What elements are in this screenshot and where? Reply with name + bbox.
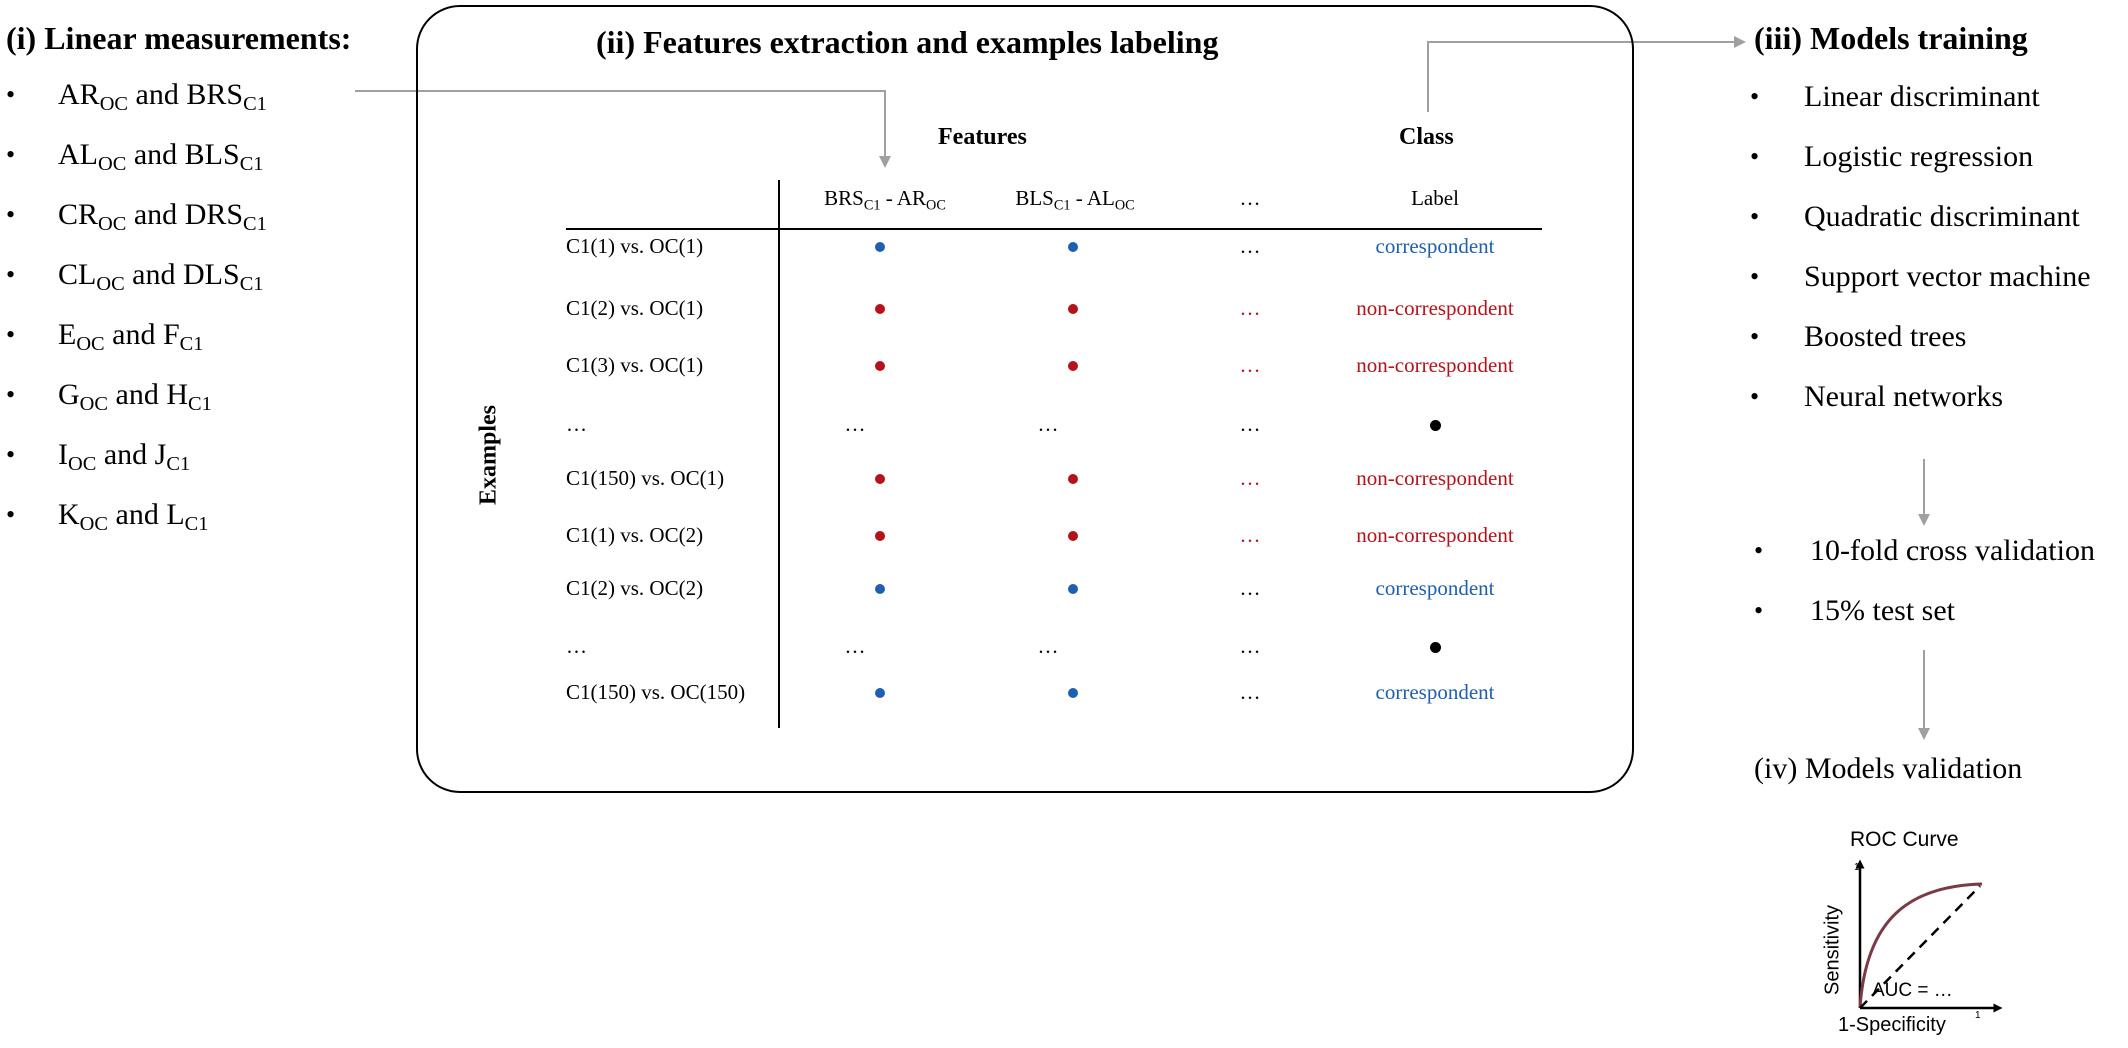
class-ellipsis-dot [1430, 420, 1441, 431]
model-item: Support vector machine [1804, 260, 2091, 293]
linear-measurement-item: $CL_{OC}$ and $DLS_{C1}$ [58, 258, 264, 296]
linear-measurements-title: (i) Linear measurements: [6, 20, 352, 56]
training-title: (iii) Models training [1754, 20, 2028, 56]
model-bullet: • [1750, 82, 1760, 111]
row-label: C1(1) vs. OC(2) [566, 523, 704, 547]
model-item: Quadratic discriminant [1804, 200, 2080, 233]
linear-measurement-item: $G_{OC}$ and $H_{C1}$ [58, 378, 212, 416]
roc-plot [1830, 858, 2010, 1018]
feature-dot-col2 [1068, 531, 1078, 541]
row-label: C1(2) vs. OC(1) [566, 296, 704, 320]
feature-dot-col2 [1068, 242, 1078, 252]
feature-dot-col1 [875, 242, 885, 252]
validation-bullet: • [1754, 596, 1764, 625]
linear-measurement-item: $I_{OC}$ and $J_{C1}$ [58, 438, 191, 476]
model-item: Boosted trees [1804, 320, 1967, 353]
feature-dot-col1 [875, 304, 885, 314]
linear-measurement-item: $CR_{OC}$ and $DRS_{C1}$ [58, 198, 267, 236]
model-item: Linear discriminant [1804, 80, 2040, 113]
row-ellipsis-col3: … [1239, 466, 1261, 490]
model-bullet: • [1750, 202, 1760, 231]
feature-dot-col2 [1068, 584, 1078, 594]
row-label: C1(1) vs. OC(1) [566, 234, 704, 258]
roc-auc-label: AUC = … [1872, 980, 1953, 1001]
row-label: C1(3) vs. OC(1) [566, 353, 704, 377]
row-label: C1(150) vs. OC(1) [566, 466, 725, 490]
class-ellipsis-dot [1430, 642, 1441, 653]
feature-dot-col1 [875, 474, 885, 484]
feature-dot-col1 [875, 361, 885, 371]
class-label: non-correspondent [1356, 466, 1514, 490]
feature-dot-col1 [875, 584, 885, 594]
feature-dot-col1 [875, 688, 885, 698]
row-ellipsis-col1: … [844, 634, 866, 658]
row-label: C1(150) vs. OC(150) [566, 680, 746, 704]
linear-measurement-item: $K_{OC}$ and $L_{C1}$ [58, 498, 209, 536]
class-label: correspondent [1375, 576, 1495, 600]
validation-bullet: • [1754, 536, 1764, 565]
col-header-label: Label [1411, 186, 1459, 210]
linear-bullet: • [6, 80, 16, 109]
model-item: Neural networks [1804, 380, 2004, 413]
model-item: Logistic regression [1804, 140, 2034, 173]
row-ellipsis-col3: … [1239, 680, 1261, 704]
model-bullet: • [1750, 382, 1760, 411]
col-header-bls-al: $BLS_{C1} - AL_{OC}$ [1015, 186, 1135, 214]
linear-measurement-item: $AL_{OC}$ and $BLS_{C1}$ [58, 138, 264, 176]
features-header: Features [938, 124, 1027, 150]
row-ellipsis-col3: … [1239, 296, 1261, 320]
linear-bullet: • [6, 320, 16, 349]
linear-bullet: • [6, 200, 16, 229]
feature-dot-col2 [1068, 361, 1078, 371]
model-bullet: • [1750, 322, 1760, 351]
roc-tick-x: 1 [1975, 1010, 1981, 1021]
validation-title: (iv) Models validation [1754, 752, 2023, 785]
model-bullet: • [1750, 262, 1760, 291]
validation-method-item: 15% test set [1810, 594, 1955, 627]
roc-xlabel: 1-Specificity [1838, 1014, 1946, 1036]
class-header: Class [1399, 124, 1454, 150]
class-label: non-correspondent [1356, 296, 1514, 320]
roc-ylabel: Sensitivity [1821, 904, 1844, 996]
row-label: … [566, 412, 587, 436]
row-ellipsis-col3: … [1239, 234, 1261, 258]
roc-tick-y: 1 [1854, 862, 1860, 873]
row-ellipsis-col3: … [1239, 523, 1261, 547]
model-bullet: • [1750, 142, 1760, 171]
table-header-rule [566, 228, 1542, 230]
row-ellipsis-col3: … [1239, 412, 1261, 436]
linear-bullet: • [6, 500, 16, 529]
linear-bullet: • [6, 140, 16, 169]
linear-bullet: • [6, 440, 16, 469]
class-label: correspondent [1375, 680, 1495, 704]
feature-dot-col2 [1068, 304, 1078, 314]
class-label: correspondent [1375, 234, 1495, 258]
validation-method-item: 10-fold cross validation [1810, 534, 2095, 567]
col-header-brs-ar: $BRS_{C1} - AR_{OC}$ [824, 186, 946, 214]
row-label: … [566, 634, 587, 658]
linear-measurement-item: $AR_{OC}$ and $BRS_{C1}$ [58, 78, 267, 116]
row-ellipsis-col3: … [1239, 576, 1261, 600]
row-label: C1(2) vs. OC(2) [566, 576, 704, 600]
row-ellipsis-col2: … [1037, 634, 1059, 658]
roc-diagonal [1860, 886, 1980, 1008]
table-vertical-rule [778, 180, 780, 728]
class-label: non-correspondent [1356, 353, 1514, 377]
linear-bullet: • [6, 380, 16, 409]
features-title: (ii) Features extraction and examples labeling [596, 24, 1219, 60]
feature-dot-col2 [1068, 474, 1078, 484]
col-header-ellipsis: … [1239, 186, 1261, 210]
linear-bullet: • [6, 260, 16, 289]
row-ellipsis-col2: … [1037, 412, 1059, 436]
row-ellipsis-col1: … [844, 412, 866, 436]
linear-measurement-item: $E_{OC}$ and $F_{C1}$ [58, 318, 204, 356]
roc-title: ROC Curve [1850, 828, 1959, 851]
row-ellipsis-col3: … [1239, 634, 1261, 658]
class-label: non-correspondent [1356, 523, 1514, 547]
feature-dot-col2 [1068, 688, 1078, 698]
row-ellipsis-col3: … [1239, 353, 1261, 377]
examples-axis-label: Examples [475, 404, 502, 506]
feature-dot-col1 [875, 531, 885, 541]
